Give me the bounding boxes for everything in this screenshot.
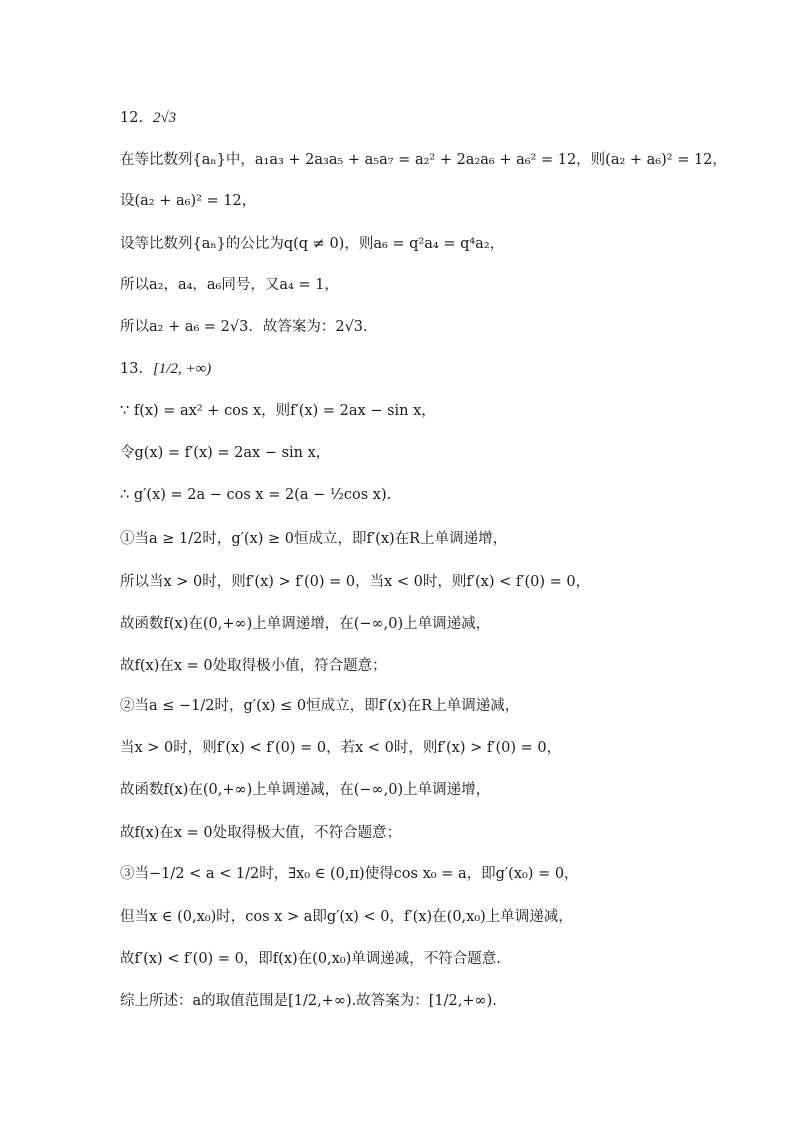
answer-12-value: 2√3 [152,110,177,126]
answer-13-heading [120,362,211,377]
answer-13-line-8: ②当a ≤ −1/2时，g′(x) ≤ 0恒成立，即f′(x)在R上单调递减， [120,698,520,714]
answer-13-line-15: 综上所述：a的取值范围是[1/2,+∞).故答案为：[1/2,+∞). [120,993,497,1009]
answer-13-line-13: 但当x ∈ (0,x₀)时，cos x > a即g′(x) < 0，f′(x)在(0,x₀)上单调递减， [120,909,573,925]
answer-13-line-3: ∴ g′(x) = 2a − cos x = 2(a − ½cos x). [120,487,392,503]
answer-13-line-5: 所以当x > 0时，则f′(x) > f′(0) = 0，当x < 0时，则f′(x) < f′(0) = 0， [120,574,591,590]
answer-13-line-11: 故f(x)在x = 0处取得极大值，不符合题意； [120,825,402,841]
answer-12-line-5: 所以a₂ + a₆ = 2√3．故答案为：2√3． [120,319,378,335]
answer-12-line-2: 设(a₂ + a₆)² = 12， [120,193,257,209]
answer-13-line-7: 故f(x)在x = 0处取得极小值，符合题意； [120,658,387,674]
answer-12-line-1: 在等比数列{aₙ}中，a₁a₃ + 2a₃a₅ + a₅a₇ = a₂² + 2a₂a₆ + a₆² = 12，则(a₂ + a₆)² = 12， [120,152,727,168]
answer-12-line-3: 设等比数列{aₙ}的公比为q(q ≠ 0)，则a₆ = q²a₄ = q⁴a₂， [120,236,505,252]
answer-13-line-14: 故f′(x) < f′(0) = 0，即f(x)在(0,x₀)单调递减，不符合题意. [120,951,501,967]
answer-13-line-9: 当x > 0时，则f′(x) < f′(0) = 0，若x < 0时，则f′(x) > f′(0) = 0， [120,740,562,756]
answer-13-line-1: ∵ f(x) = ax² + cos x，则f′(x) = 2ax − sin x， [120,403,436,419]
answer-12-line-4: 所以a₂，a₄，a₆同号，又a₄ = 1， [120,277,339,293]
answer-13-line-12: ③当−1/2 < a < 1/2时，∃x₀ ∈ (0,π)使得cos x₀ = a，即g′(x₀) = 0， [120,866,579,882]
answer-13-line-2: 令g(x) = f′(x) = 2ax − sin x， [120,445,331,461]
answer-13-value: [1/2, +∞) [152,361,212,377]
answer-13-line-6: 故函数f(x)在(0,+∞)上单调递增，在(−∞,0)上单调递减， [120,616,491,632]
answer-12-number: 12． [120,110,153,126]
answer-13-line-4: ①当a ≥ 1/2时，g′(x) ≥ 0恒成立，即f′(x)在R上单调递增， [120,531,508,547]
answer-12-heading [120,111,176,126]
answer-13-line-10: 故函数f(x)在(0,+∞)上单调递减，在(−∞,0)上单调递增， [120,782,491,798]
answer-13-number: 13． [120,361,153,377]
